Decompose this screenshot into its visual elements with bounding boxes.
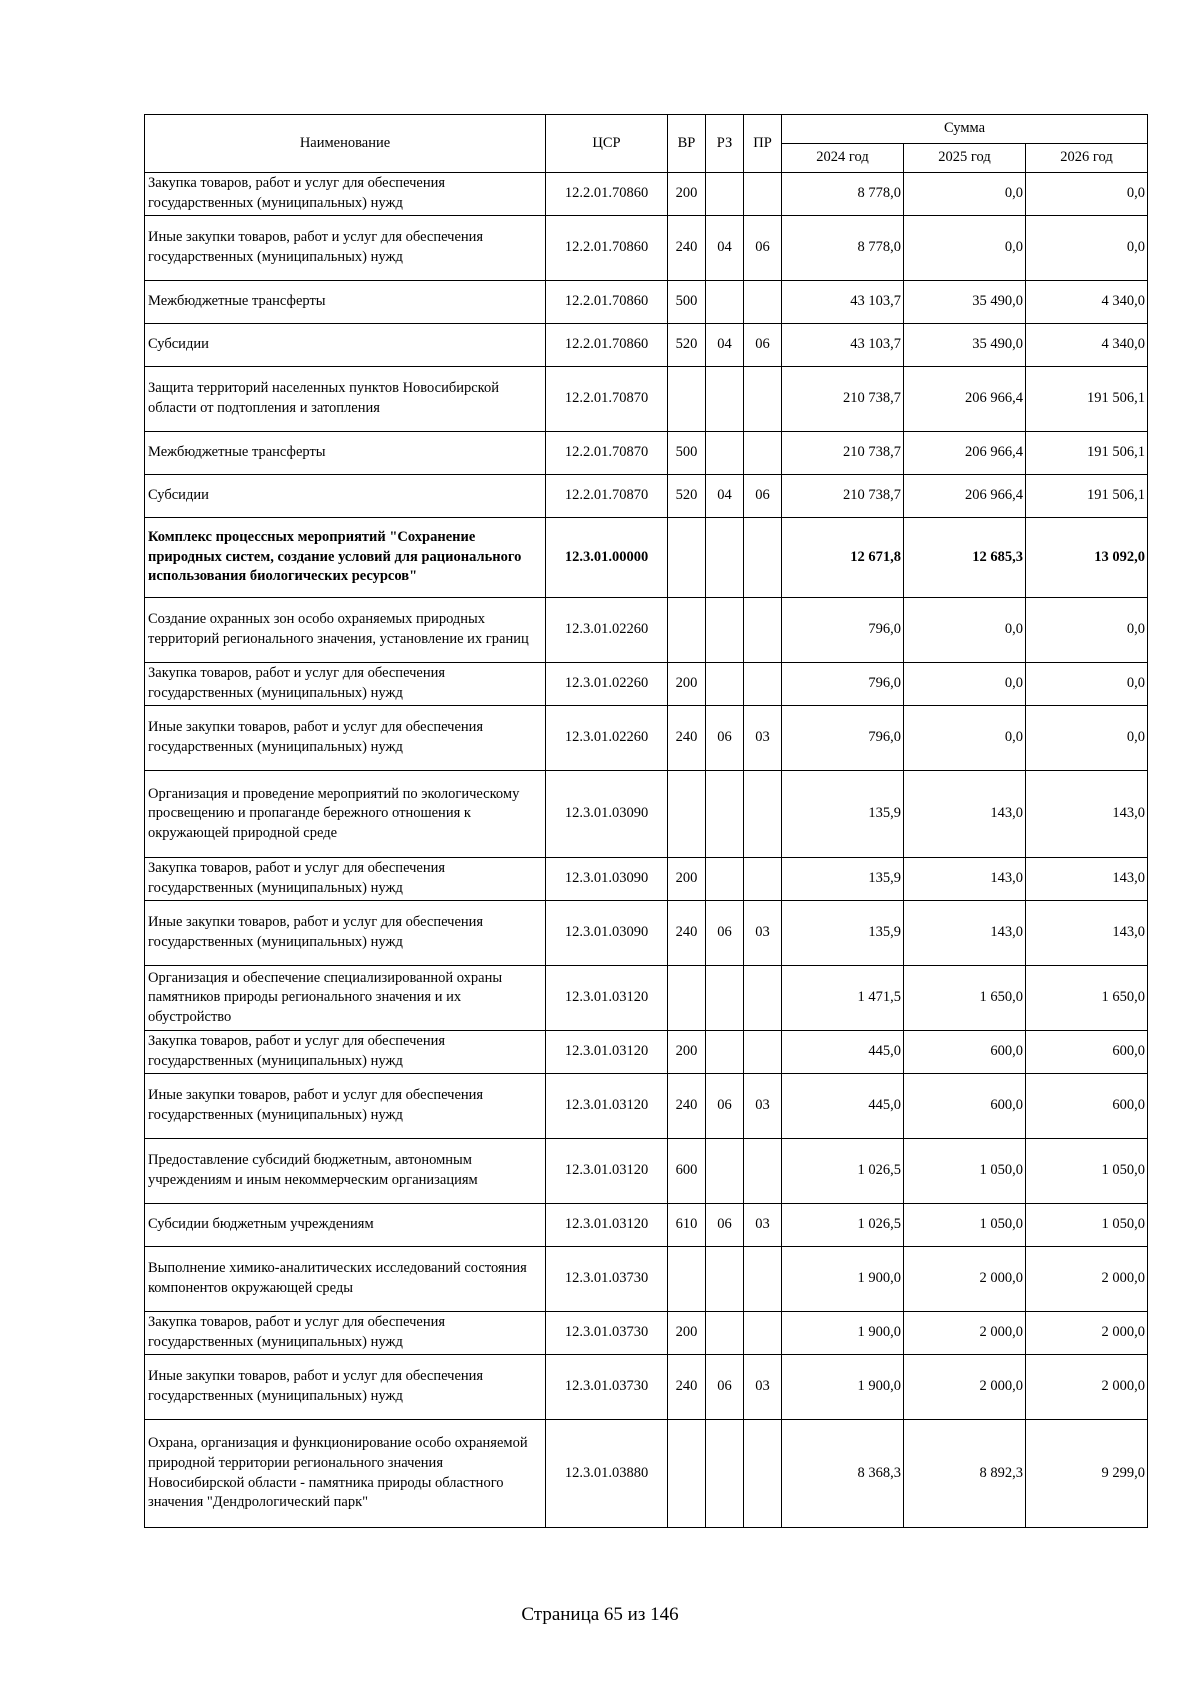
cell-vr: 600	[668, 1139, 706, 1204]
cell-name: Охрана, организация и функционирование особо охраняемой природной территории регионального значения Новосибирской области - памятника природы областного значения "Дендрологический парк"	[145, 1420, 546, 1528]
cell-pr: 03	[744, 1074, 782, 1139]
cell-name: Межбюджетные трансферты	[145, 432, 546, 475]
cell-y2026: 4 340,0	[1026, 324, 1148, 367]
cell-rz: 04	[706, 216, 744, 281]
cell-vr	[668, 1420, 706, 1528]
cell-y2026: 600,0	[1026, 1074, 1148, 1139]
cell-rz: 04	[706, 475, 744, 518]
table-row	[145, 1031, 1148, 1074]
cell-y2026: 13 092,0	[1026, 518, 1148, 598]
header-csr: ЦСР	[546, 115, 668, 173]
cell-vr: 200	[668, 1312, 706, 1355]
cell-rz	[706, 1031, 744, 1074]
table-row	[145, 1355, 1148, 1420]
cell-name: Иные закупки товаров, работ и услуг для обеспечения государственных (муниципальных) нужд	[145, 216, 546, 281]
cell-csr: 12.2.01.70860	[546, 324, 668, 367]
cell-pr	[744, 1139, 782, 1204]
cell-csr: 12.3.01.03120	[546, 1031, 668, 1074]
cell-vr: 610	[668, 1204, 706, 1247]
cell-y2026: 600,0	[1026, 1031, 1148, 1074]
cell-rz	[706, 1312, 744, 1355]
cell-csr: 12.2.01.70870	[546, 432, 668, 475]
cell-rz: 06	[706, 1074, 744, 1139]
cell-rz	[706, 432, 744, 475]
cell-y2025: 8 892,3	[904, 1420, 1026, 1528]
cell-y2026: 191 506,1	[1026, 432, 1148, 475]
cell-pr	[744, 367, 782, 432]
cell-pr	[744, 663, 782, 706]
cell-csr: 12.2.01.70860	[546, 216, 668, 281]
cell-y2025: 0,0	[904, 663, 1026, 706]
table-row	[145, 216, 1148, 281]
cell-pr	[744, 858, 782, 901]
cell-name: Иные закупки товаров, работ и услуг для обеспечения государственных (муниципальных) нужд	[145, 706, 546, 771]
cell-y2026: 1 050,0	[1026, 1204, 1148, 1247]
cell-vr	[668, 966, 706, 1031]
cell-y2025: 12 685,3	[904, 518, 1026, 598]
cell-y2025: 1 050,0	[904, 1139, 1026, 1204]
cell-y2024: 135,9	[782, 771, 904, 858]
cell-csr: 12.3.01.03120	[546, 1074, 668, 1139]
cell-pr	[744, 966, 782, 1031]
cell-pr: 03	[744, 1204, 782, 1247]
cell-csr: 12.3.01.03880	[546, 1420, 668, 1528]
cell-csr: 12.3.01.03090	[546, 858, 668, 901]
table-header	[145, 115, 1148, 173]
cell-pr: 03	[744, 1355, 782, 1420]
cell-y2025: 1 650,0	[904, 966, 1026, 1031]
cell-y2025: 143,0	[904, 858, 1026, 901]
table-row	[145, 858, 1148, 901]
cell-csr: 12.3.01.02260	[546, 598, 668, 663]
cell-y2026: 191 506,1	[1026, 475, 1148, 518]
budget-table	[144, 114, 1148, 1528]
cell-rz: 06	[706, 706, 744, 771]
cell-y2025: 143,0	[904, 901, 1026, 966]
cell-y2026: 0,0	[1026, 173, 1148, 216]
table-row	[145, 173, 1148, 216]
cell-y2026: 2 000,0	[1026, 1355, 1148, 1420]
cell-rz: 06	[706, 1204, 744, 1247]
cell-name: Создание охранных зон особо охраняемых природных территорий регионального значения, установление их границ	[145, 598, 546, 663]
cell-y2025: 143,0	[904, 771, 1026, 858]
cell-name: Выполнение химико-аналитических исследований состояния компонентов окружающей среды	[145, 1247, 546, 1312]
cell-vr	[668, 598, 706, 663]
cell-vr: 200	[668, 1031, 706, 1074]
cell-pr	[744, 1312, 782, 1355]
header-vr: ВР	[668, 115, 706, 173]
cell-pr	[744, 518, 782, 598]
cell-rz	[706, 1139, 744, 1204]
cell-rz	[706, 771, 744, 858]
cell-vr: 200	[668, 173, 706, 216]
cell-vr	[668, 1247, 706, 1312]
table-row	[145, 1312, 1148, 1355]
cell-y2026: 0,0	[1026, 663, 1148, 706]
cell-vr: 240	[668, 216, 706, 281]
table-row	[145, 1204, 1148, 1247]
cell-y2025: 2 000,0	[904, 1247, 1026, 1312]
cell-y2024: 1 900,0	[782, 1247, 904, 1312]
cell-y2024: 43 103,7	[782, 324, 904, 367]
cell-name: Закупка товаров, работ и услуг для обеспечения государственных (муниципальных) нужд	[145, 663, 546, 706]
cell-pr	[744, 598, 782, 663]
table-row	[145, 475, 1148, 518]
cell-y2024: 1 900,0	[782, 1355, 904, 1420]
cell-name: Иные закупки товаров, работ и услуг для обеспечения государственных (муниципальных) нужд	[145, 1355, 546, 1420]
cell-rz: 04	[706, 324, 744, 367]
table-row	[145, 706, 1148, 771]
cell-y2024: 210 738,7	[782, 367, 904, 432]
cell-pr: 06	[744, 475, 782, 518]
cell-y2026: 4 340,0	[1026, 281, 1148, 324]
cell-y2026: 2 000,0	[1026, 1312, 1148, 1355]
table-row	[145, 1420, 1148, 1528]
cell-name: Защита территорий населенных пунктов Новосибирской области от подтопления и затопления	[145, 367, 546, 432]
cell-name: Иные закупки товаров, работ и услуг для обеспечения государственных (муниципальных) нужд	[145, 1074, 546, 1139]
cell-y2026: 0,0	[1026, 706, 1148, 771]
cell-pr: 03	[744, 901, 782, 966]
cell-y2024: 135,9	[782, 858, 904, 901]
cell-name: Организация и обеспечение специализированной охраны памятников природы регионального значения и их обустройство	[145, 966, 546, 1031]
cell-vr: 200	[668, 663, 706, 706]
table-row	[145, 966, 1148, 1031]
cell-y2024: 1 900,0	[782, 1312, 904, 1355]
cell-name: Субсидии	[145, 324, 546, 367]
cell-y2024: 135,9	[782, 901, 904, 966]
cell-pr	[744, 1031, 782, 1074]
cell-pr	[744, 1420, 782, 1528]
cell-y2024: 796,0	[782, 663, 904, 706]
cell-y2026: 1 050,0	[1026, 1139, 1148, 1204]
cell-csr: 12.3.01.02260	[546, 663, 668, 706]
cell-y2024: 12 671,8	[782, 518, 904, 598]
cell-y2024: 210 738,7	[782, 432, 904, 475]
cell-name: Субсидии	[145, 475, 546, 518]
cell-csr: 12.3.01.03090	[546, 901, 668, 966]
cell-rz: 06	[706, 901, 744, 966]
cell-y2025: 0,0	[904, 598, 1026, 663]
cell-csr: 12.2.01.70860	[546, 173, 668, 216]
table-row	[145, 1247, 1148, 1312]
cell-rz	[706, 367, 744, 432]
cell-csr: 12.3.01.03730	[546, 1355, 668, 1420]
cell-csr: 12.2.01.70860	[546, 281, 668, 324]
cell-pr: 06	[744, 324, 782, 367]
cell-y2024: 1 026,5	[782, 1204, 904, 1247]
cell-rz	[706, 858, 744, 901]
cell-y2025: 206 966,4	[904, 475, 1026, 518]
cell-y2026: 191 506,1	[1026, 367, 1148, 432]
cell-y2026: 143,0	[1026, 771, 1148, 858]
cell-name: Предоставление субсидий бюджетным, автономным учреждениям и иным некоммерческим организациям	[145, 1139, 546, 1204]
cell-rz	[706, 518, 744, 598]
cell-vr: 500	[668, 281, 706, 324]
cell-vr: 500	[668, 432, 706, 475]
header-rz: РЗ	[706, 115, 744, 173]
cell-y2026: 143,0	[1026, 901, 1148, 966]
cell-csr: 12.3.01.00000	[546, 518, 668, 598]
cell-rz: 06	[706, 1355, 744, 1420]
cell-pr: 06	[744, 216, 782, 281]
cell-y2025: 2 000,0	[904, 1355, 1026, 1420]
cell-csr: 12.2.01.70870	[546, 367, 668, 432]
table-row	[145, 663, 1148, 706]
cell-y2025: 600,0	[904, 1074, 1026, 1139]
cell-name: Иные закупки товаров, работ и услуг для обеспечения государственных (муниципальных) нужд	[145, 901, 546, 966]
cell-csr: 12.3.01.03120	[546, 1139, 668, 1204]
cell-rz	[706, 966, 744, 1031]
cell-csr: 12.3.01.03730	[546, 1247, 668, 1312]
cell-y2024: 445,0	[782, 1031, 904, 1074]
cell-y2024: 8 778,0	[782, 173, 904, 216]
cell-vr: 240	[668, 706, 706, 771]
cell-pr	[744, 173, 782, 216]
cell-csr: 12.2.01.70870	[546, 475, 668, 518]
cell-y2026: 0,0	[1026, 598, 1148, 663]
cell-csr: 12.3.01.03120	[546, 1204, 668, 1247]
cell-name: Межбюджетные трансферты	[145, 281, 546, 324]
table-row	[145, 324, 1148, 367]
cell-vr: 240	[668, 1355, 706, 1420]
cell-rz	[706, 281, 744, 324]
header-pr: ПР	[744, 115, 782, 173]
cell-name: Субсидии бюджетным учреждениям	[145, 1204, 546, 1247]
table-row	[145, 1139, 1148, 1204]
cell-y2026: 9 299,0	[1026, 1420, 1148, 1528]
cell-name: Закупка товаров, работ и услуг для обеспечения государственных (муниципальных) нужд	[145, 173, 546, 216]
cell-vr: 520	[668, 324, 706, 367]
page-number: Страница 65 из 146	[521, 1604, 679, 1625]
table-row	[145, 901, 1148, 966]
table-row	[145, 518, 1148, 598]
cell-csr: 12.3.01.02260	[546, 706, 668, 771]
cell-rz	[706, 1247, 744, 1312]
cell-y2024: 796,0	[782, 706, 904, 771]
cell-vr: 240	[668, 901, 706, 966]
cell-vr	[668, 518, 706, 598]
cell-name: Закупка товаров, работ и услуг для обеспечения государственных (муниципальных) нужд	[145, 858, 546, 901]
cell-pr	[744, 1247, 782, 1312]
cell-vr: 520	[668, 475, 706, 518]
cell-y2024: 210 738,7	[782, 475, 904, 518]
table-row	[145, 432, 1148, 475]
cell-name: Организация и проведение мероприятий по экологическому просвещению и пропаганде бережного отношения к окружающей природной среде	[145, 771, 546, 858]
cell-pr: 03	[744, 706, 782, 771]
cell-y2025: 35 490,0	[904, 324, 1026, 367]
cell-y2024: 1 471,5	[782, 966, 904, 1031]
table-row	[145, 281, 1148, 324]
cell-y2024: 8 368,3	[782, 1420, 904, 1528]
cell-rz	[706, 598, 744, 663]
cell-y2025: 1 050,0	[904, 1204, 1026, 1247]
table-row	[145, 771, 1148, 858]
cell-csr: 12.3.01.03090	[546, 771, 668, 858]
cell-y2025: 0,0	[904, 216, 1026, 281]
cell-vr	[668, 771, 706, 858]
cell-y2025: 0,0	[904, 173, 1026, 216]
cell-y2025: 2 000,0	[904, 1312, 1026, 1355]
cell-y2026: 1 650,0	[1026, 966, 1148, 1031]
table-row	[145, 1074, 1148, 1139]
cell-y2025: 0,0	[904, 706, 1026, 771]
cell-pr	[744, 771, 782, 858]
header-sum: Сумма	[782, 115, 1148, 144]
cell-y2025: 206 966,4	[904, 432, 1026, 475]
cell-vr	[668, 367, 706, 432]
cell-name: Закупка товаров, работ и услуг для обеспечения государственных (муниципальных) нужд	[145, 1031, 546, 1074]
cell-csr: 12.3.01.03730	[546, 1312, 668, 1355]
cell-y2024: 445,0	[782, 1074, 904, 1139]
cell-y2026: 2 000,0	[1026, 1247, 1148, 1312]
cell-pr	[744, 432, 782, 475]
cell-y2025: 600,0	[904, 1031, 1026, 1074]
header-year-2024: 2024 год	[782, 144, 904, 173]
cell-rz	[706, 1420, 744, 1528]
cell-rz	[706, 173, 744, 216]
cell-name: Комплекс процессных мероприятий "Сохранение природных систем, создание условий для рационального использования биологических ресурсов"	[145, 518, 546, 598]
cell-y2026: 0,0	[1026, 216, 1148, 281]
cell-y2024: 8 778,0	[782, 216, 904, 281]
cell-csr: 12.3.01.03120	[546, 966, 668, 1031]
cell-name: Закупка товаров, работ и услуг для обеспечения государственных (муниципальных) нужд	[145, 1312, 546, 1355]
cell-y2024: 43 103,7	[782, 281, 904, 324]
cell-y2026: 143,0	[1026, 858, 1148, 901]
cell-vr: 240	[668, 1074, 706, 1139]
cell-y2024: 1 026,5	[782, 1139, 904, 1204]
cell-y2025: 206 966,4	[904, 367, 1026, 432]
cell-y2025: 35 490,0	[904, 281, 1026, 324]
header-year-2025: 2025 год	[904, 144, 1026, 173]
table-row	[145, 598, 1148, 663]
header-name: Наименование	[145, 115, 546, 173]
cell-vr: 200	[668, 858, 706, 901]
cell-pr	[744, 281, 782, 324]
table-row	[145, 367, 1148, 432]
table-body	[145, 173, 1148, 1528]
cell-y2024: 796,0	[782, 598, 904, 663]
cell-rz	[706, 663, 744, 706]
header-year-2026: 2026 год	[1026, 144, 1148, 173]
